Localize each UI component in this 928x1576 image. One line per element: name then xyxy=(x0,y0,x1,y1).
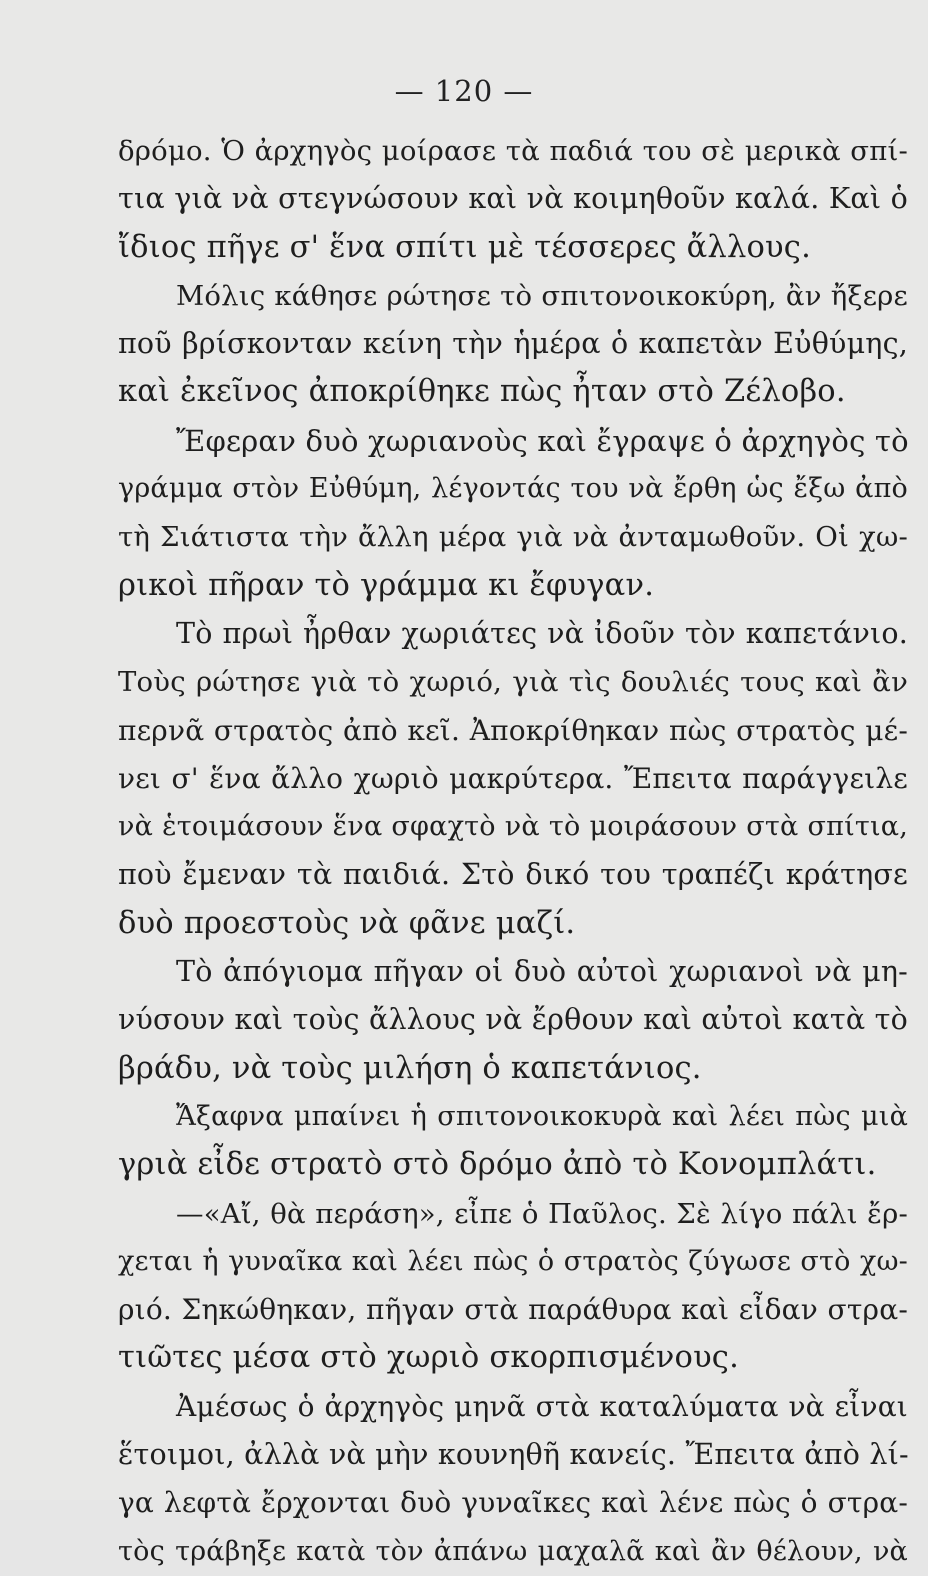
text-line: ρικοὶ πῆραν τὸ γράμμα κι ἔφυγαν. xyxy=(118,567,655,603)
text-line: νει σ' ἕνα ἄλλο χωριὸ μακρύτερα. Ἔπειτα παράγγειλε xyxy=(118,761,908,795)
text-line: γριὰ εἶδε στρατὸ στὸ δρόμο ἀπὸ τὸ Κονομπλάτι. xyxy=(118,1147,877,1183)
text-line: Τοὺς ρώτησε γιὰ τὸ χωριό, γιὰ τὶς δουλιές τους καὶ ἂν xyxy=(118,666,908,699)
text-line: δρόμο. Ὁ ἀρχηγὸς μοίρασε τὰ παδιά του σὲ μερικὰ σπί- xyxy=(118,135,908,167)
text-line: χεται ἡ γυναῖκα καὶ λέει πὼς ὁ στρατὸς ζύγωσε στὸ χω- xyxy=(118,1245,908,1277)
text-line: ἕτοιμοι, ἀλλὰ νὰ μὴν κουνηθῆ κανείς. Ἔπειτα ἀπὸ λί- xyxy=(118,1438,909,1472)
text-line: νύσουν καὶ τοὺς ἄλλους νὰ ἔρθουν καὶ αὐτοὶ κατὰ τὸ xyxy=(118,1003,908,1037)
body-text xyxy=(118,127,908,1576)
text-line: δυὸ προεστοὺς νὰ φᾶνε μαζί. xyxy=(118,905,576,941)
page-number: — 120 — xyxy=(394,74,534,108)
text-line: τὴ Σιάτιστα τὴν ἄλλη μέρα γιὰ νὰ ἀνταμωθοῦν. Οἱ χω- xyxy=(118,521,908,554)
text-line: περνᾶ στρατὸς ἀπὸ κεῖ. Ἀποκρίθηκαν πὼς στρατὸς μέ- xyxy=(118,713,908,747)
text-line: Ἔφεραν δυὸ χωριανοὺς καὶ ἔγραψε ὁ ἀρχηγὸς τὸ xyxy=(176,423,909,458)
text-line: τια γιὰ νὰ στεγνώσουν καὶ νὰ κοιμηθοῦν καλά. Καὶ ὁ xyxy=(118,182,908,216)
text-line: ἴδιος πῆγε σ' ἕνα σπίτι μὲ τέσσερες ἄλλους. xyxy=(118,229,811,265)
text-line: —«Αἴ, θὰ περάση», εἶπε ὁ Παῦλος. Σὲ λίγο πάλι ἔρ- xyxy=(176,1197,908,1230)
text-line: Τὸ πρωὶ ἦρθαν χωριάτες νὰ ἰδοῦν τὸν καπετάνιο. xyxy=(176,616,908,650)
text-line: τιῶτες μέσα στὸ χωριὸ σκορπισμένους. xyxy=(118,1340,739,1376)
text-line: τὸς τράβηξε κατὰ τὸν ἀπάνω μαχαλᾶ καὶ ἂν θέλουν, νὰ xyxy=(118,1535,908,1567)
text-line: γα λεφτὰ ἔρχονται δυὸ γυναῖκες καὶ λένε πὼς ὁ στρα- xyxy=(118,1486,908,1520)
text-line: καὶ ἐκεῖνος ἀποκρίθηκε πὼς ἦταν στὸ Ζέλοβο. xyxy=(118,374,846,410)
text-line: βράδυ, νὰ τοὺς μιλήση ὁ καπετάνιος. xyxy=(118,1050,702,1086)
text-line: νὰ ἑτοιμάσουν ἕνα σφαχτὸ νὰ τὸ μοιράσουν στὰ σπίτια, xyxy=(118,811,908,843)
text-line: Ἀμέσως ὁ ἀρχηγὸς μηνᾶ στὰ καταλύματα νὰ εἶναι xyxy=(176,1389,908,1423)
text-line: γράμμα στὸν Εὐθύμη, λέγοντάς του νὰ ἔρθη ὡς ἔξω ἀπὸ xyxy=(118,473,908,505)
text-line: ριό. Σηκώθηκαν, πῆγαν στὰ παράθυρα καὶ εἶδαν στρα- xyxy=(118,1293,908,1327)
text-line: ποὺ ἔμεναν τὰ παιδιά. Στὸ δικό του τραπέζι κράτησε xyxy=(118,858,908,892)
text-line: Ἄξαφνα μπαίνει ἡ σπιτονοικοκυρὰ καὶ λέει πὼς μιὰ xyxy=(176,1100,908,1132)
text-line: ποῦ βρίσκονταν κείνη τὴν ἡμέρα ὁ καπετὰν Εὐθύμης, xyxy=(118,327,908,361)
text-line: Μόλις κάθησε ρώτησε τὸ σπιτονοικοκύρη, ἂν ἤξερε xyxy=(176,279,908,312)
text-line: Τὸ ἀπόγιομα πῆγαν οἱ δυὸ αὐτοὶ χωριανοὶ νὰ μη- xyxy=(176,955,908,989)
